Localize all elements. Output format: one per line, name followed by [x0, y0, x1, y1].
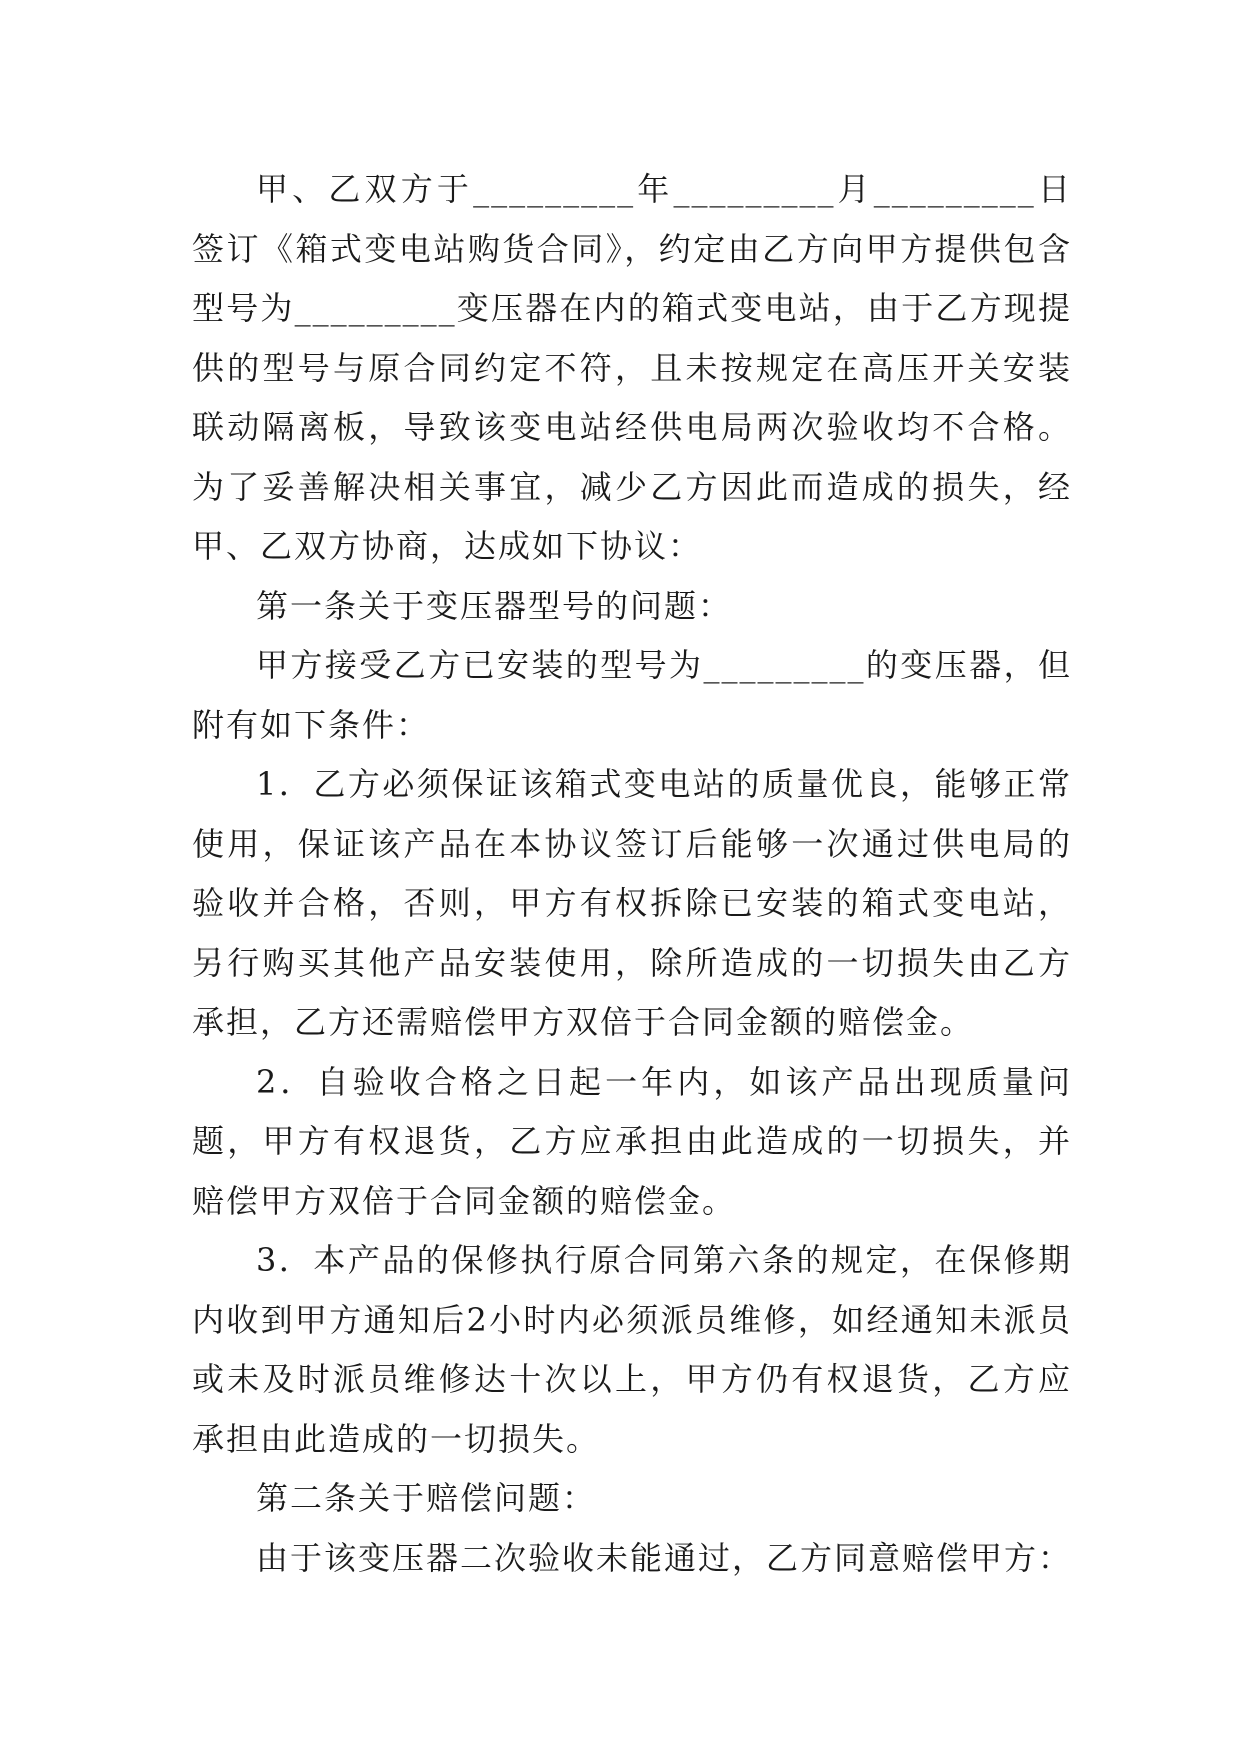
intro-paragraph: 甲、乙双方于_________年_________月_________日签订《箱式变电站购货合同》，约定由乙方向甲方提供包含型号为_________变压器在内的箱式变电站，由于乙方现提供的型号与原合同约定不符，且未按规定在高压开关安装联动隔离板，导致该变电站经供电局两次验收均不合格。为了妥善解决相关事宜，减少乙方因此而造成的损失，经甲、乙双方协商，达成如下协议：	[192, 170, 1072, 565]
article1-heading: 第一条关于变压器型号的问题：	[256, 586, 733, 625]
clause-item-3: 3．本产品的保修执行原合同第六条的规定，在保修期内收到甲方通知后2小时内必须派员维修，如经通知未派员或未及时派员维修达十次以上，甲方仍有权退货，乙方应承担由此造成的一切损失。	[192, 1241, 1072, 1458]
clause-item-2: 2．自验收合格之日起一年内，如该产品出现质量问题，甲方有权退货，乙方应承担由此造成的一切损失，并赔偿甲方双倍于合同金额的赔偿金。	[192, 1062, 1072, 1220]
clause-item-1: 1．乙方必须保证该箱式变电站的质量优良，能够正常使用，保证该产品在本协议签订后能够一次通过供电局的验收并合格，否则，甲方有权拆除已安装的箱式变电站，另行购买其他产品安装使用，除所造成的一切损失由乙方承担，乙方还需赔偿甲方双倍于合同金额的赔偿金。	[192, 765, 1072, 1041]
article2-body: 由于该变压器二次验收未能通过，乙方同意赔偿甲方：	[256, 1538, 1073, 1577]
article2-heading: 第二条关于赔偿问题：	[256, 1479, 597, 1517]
article1-body: 甲方接受乙方已安装的型号为_________的变压器，但附有如下条件：	[192, 646, 1072, 744]
document-body	[192, 160, 1072, 1588]
